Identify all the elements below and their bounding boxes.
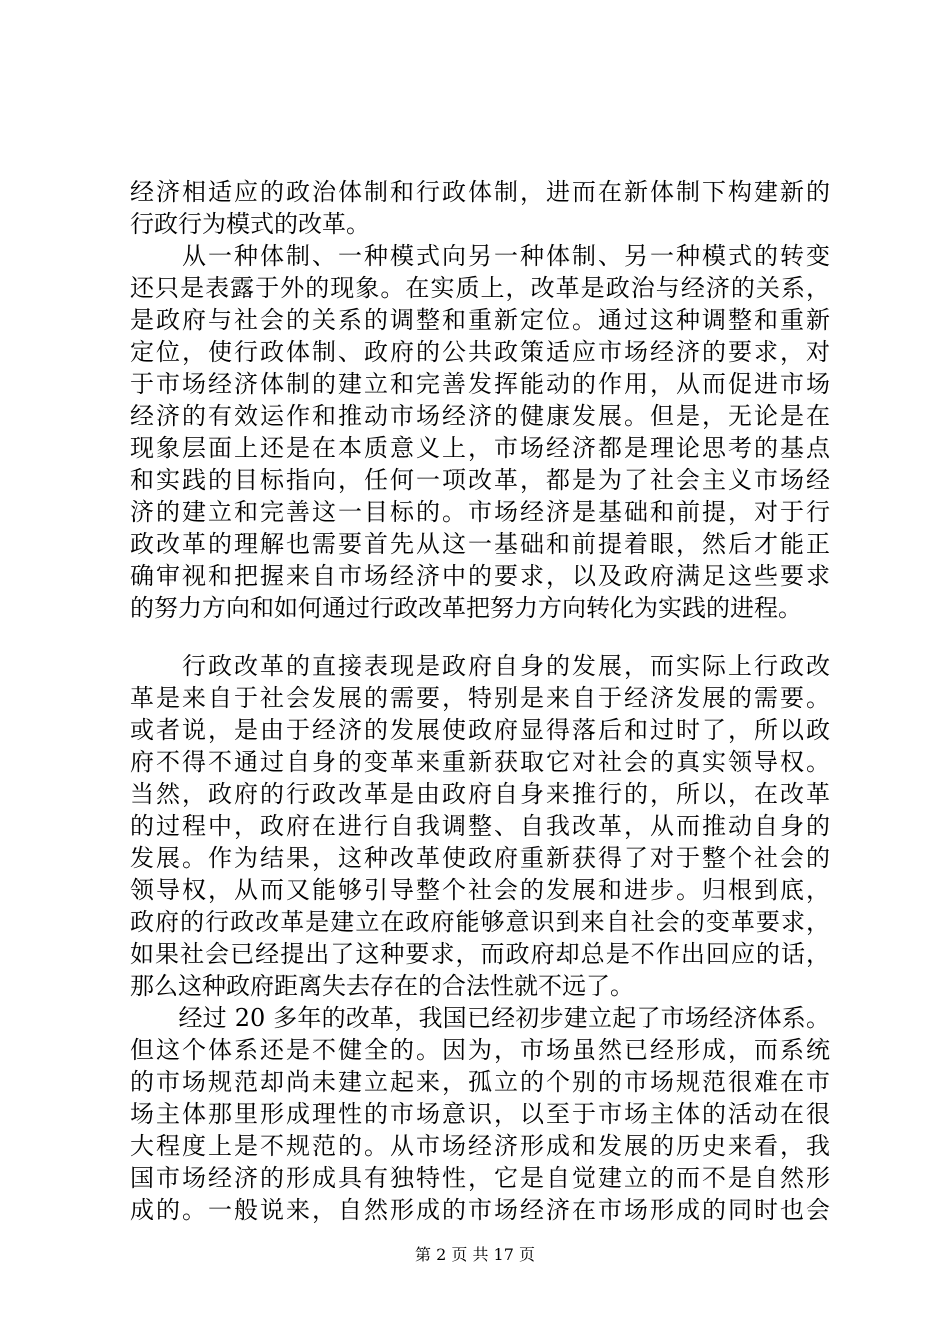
text-line: 府不得不通过自身的变革来重新获取它对社会的真实领导权。 <box>130 748 830 776</box>
text-line: 经济相适应的政治体制和行政体制，进而在新体制下构建新的 <box>130 178 830 206</box>
text-line: 如果社会已经提出了这种要求，而政府却总是不作出回应的话， <box>130 940 830 968</box>
text-line: 现象层面上还是在本质意义上，市场经济都是理论思考的基点 <box>130 434 830 462</box>
text-line: 确审视和把握来自市场经济中的要求，以及政府满足这些要求 <box>130 562 830 590</box>
text-line: 的市场规范却尚未建立起来，孤立的个别的市场规范很难在市 <box>130 1068 830 1096</box>
text-line: 的努力方向和如何通过行政改革把努力方向转化为实践的进程。 <box>130 594 802 622</box>
text-line: 行政改革的直接表现是政府自身的发展，而实际上行政改 <box>130 652 830 680</box>
text-line: 政府的行政改革是建立在政府能够意识到来自社会的变革要求， <box>130 908 830 936</box>
text-line: 发展。作为结果，这种改革使政府重新获得了对于整个社会的 <box>130 844 830 872</box>
page-footer <box>0 1244 950 1266</box>
text-line: 成的。一般说来，自然形成的市场经济在市场形成的同时也会 <box>130 1196 830 1224</box>
text-line: 或者说，是由于经济的发展使政府显得落后和过时了，所以政 <box>130 716 830 744</box>
text-line: 大程度上是不规范的。从市场经济形成和发展的历史来看，我 <box>130 1132 830 1160</box>
text-line: 经济的有效运作和推动市场经济的健康发展。但是，无论是在 <box>130 402 830 430</box>
paragraph-1 <box>130 176 830 240</box>
paragraph-4 <box>130 1002 830 1226</box>
text-line: 那么这种政府距离失去存在的合法性就不远了。 <box>130 972 634 1000</box>
text-line: 场主体那里形成理性的市场意识，以至于市场主体的活动在很 <box>130 1100 830 1128</box>
text-line: 但这个体系还是不健全的。因为，市场虽然已经形成，而系统 <box>130 1036 830 1064</box>
text-line: 的过程中，政府在进行自我调整、自我改革，从而推动自身的 <box>130 812 830 840</box>
text-line: 政改革的理解也需要首先从这一基础和前提着眼，然后才能正 <box>130 530 830 558</box>
paragraph-2 <box>130 240 830 624</box>
text-line: 济的建立和完善这一目标的。市场经济是基础和前提，对于行 <box>130 498 830 526</box>
paragraph-3 <box>130 650 830 1002</box>
text-line: 是政府与社会的关系的调整和重新定位。通过这种调整和重新 <box>130 306 830 334</box>
text-line: 领导权，从而又能够引导整个社会的发展和进步。归根到底， <box>130 876 830 904</box>
document-body <box>130 176 830 1226</box>
text-line: 行政行为模式的改革。 <box>130 210 370 238</box>
text-line: 和实践的目标指向，任何一项改革，都是为了社会主义市场经 <box>130 466 830 494</box>
text-line: 当然，政府的行政改革是由政府自身来推行的，所以，在改革 <box>130 780 830 808</box>
text-line: 于市场经济体制的建立和完善发挥能动的作用，从而促进市场 <box>130 370 830 398</box>
text-line: 革是来自于社会发展的需要，特别是来自于经济发展的需要。 <box>130 684 830 712</box>
page-number-label: 第 2 页 共 17 页 <box>415 1245 535 1264</box>
text-line: 经过 20 多年的改革，我国已经初步建立起了市场经济体系。 <box>130 1004 830 1032</box>
text-line: 还只是表露于外的现象。在实质上，改革是政治与经济的关系， <box>130 274 830 302</box>
text-line: 定位，使行政体制、政府的公共政策适应市场经济的要求，对 <box>130 338 830 366</box>
text-line: 从一种体制、一种模式向另一种体制、另一种模式的转变 <box>130 242 830 270</box>
text-line: 国市场经济的形成具有独特性，它是自觉建立的而不是自然形 <box>130 1164 830 1192</box>
paragraph-gap <box>130 624 830 650</box>
